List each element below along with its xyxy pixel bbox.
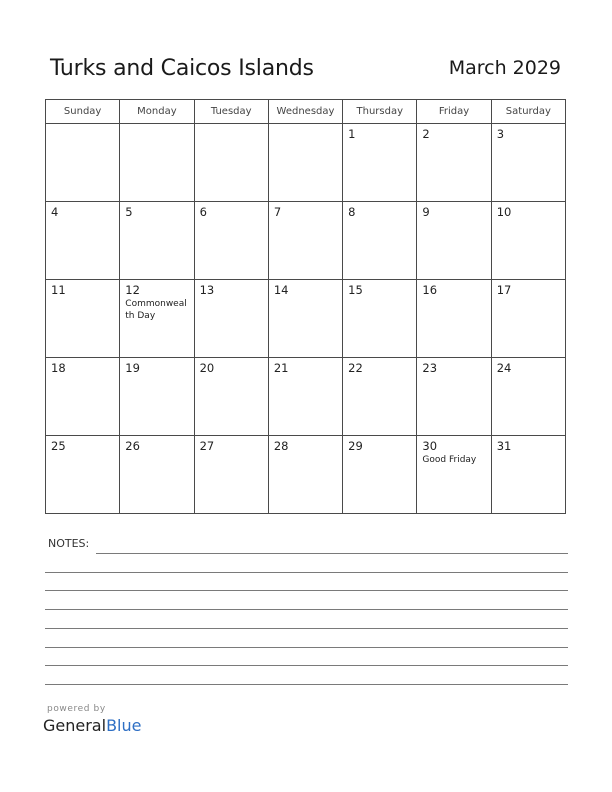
day-number: 22 xyxy=(348,361,363,375)
day-cell xyxy=(343,358,417,436)
day-number: 26 xyxy=(125,439,140,453)
day-cell xyxy=(268,202,342,280)
day-cell xyxy=(194,202,268,280)
day-number: 10 xyxy=(496,205,512,219)
day-number: 17 xyxy=(496,283,512,297)
weekday-header: Saturday xyxy=(491,100,565,124)
day-number: 24 xyxy=(496,361,512,375)
day-cell xyxy=(417,358,491,436)
note-line xyxy=(45,628,568,629)
day-cell xyxy=(194,124,268,202)
day-number: 14 xyxy=(273,283,289,297)
weekday-header: Friday xyxy=(417,100,491,124)
calendar-grid xyxy=(45,99,566,514)
holiday-label: Good Friday xyxy=(422,455,477,465)
note-line xyxy=(45,572,568,573)
day-cell xyxy=(417,280,491,358)
day-cell xyxy=(491,202,565,280)
day-cell xyxy=(194,436,268,514)
day-cell xyxy=(120,202,194,280)
day-number: 2 xyxy=(422,127,430,141)
day-number: 21 xyxy=(273,361,289,375)
week-row xyxy=(46,124,566,202)
day-cell xyxy=(491,358,565,436)
notes-label: NOTES: xyxy=(48,537,90,550)
day-cell xyxy=(343,202,417,280)
day-cell xyxy=(268,358,342,436)
week-row xyxy=(46,436,566,514)
day-number: 29 xyxy=(348,439,363,453)
day-cell xyxy=(46,436,120,514)
day-cell xyxy=(417,124,491,202)
day-cell xyxy=(268,124,342,202)
weekday-header: Monday xyxy=(120,100,194,124)
note-line xyxy=(96,553,568,554)
weekday-header-row xyxy=(46,100,566,124)
day-number: 27 xyxy=(199,439,215,453)
weekday-header: Tuesday xyxy=(194,100,268,124)
day-number: 1 xyxy=(348,127,356,141)
week-row xyxy=(46,280,566,358)
month-year-title: March 2029 xyxy=(448,57,561,79)
day-number: 16 xyxy=(422,283,438,297)
day-cell xyxy=(46,358,120,436)
day-cell xyxy=(491,436,565,514)
day-cell xyxy=(194,280,268,358)
brand-logo xyxy=(43,716,141,735)
day-cell xyxy=(120,124,194,202)
day-number: 23 xyxy=(422,361,438,375)
note-line xyxy=(45,665,568,666)
day-cell xyxy=(194,358,268,436)
day-number: 9 xyxy=(422,205,430,219)
day-number: 8 xyxy=(348,205,356,219)
day-cell xyxy=(46,280,120,358)
day-number: 19 xyxy=(125,361,140,375)
day-number: 13 xyxy=(199,283,215,297)
brand-name-part2: Blue xyxy=(106,716,142,735)
note-line xyxy=(45,609,568,610)
brand-name-part1: General xyxy=(43,716,107,735)
note-line xyxy=(45,590,568,591)
day-cell xyxy=(120,280,194,358)
day-number: 28 xyxy=(273,439,289,453)
day-cell xyxy=(417,202,491,280)
day-number: 11 xyxy=(51,283,66,297)
note-line xyxy=(45,647,568,648)
powered-by-text: powered by xyxy=(47,704,106,714)
holiday-label: Commonwealth Day xyxy=(125,299,187,321)
day-number: 12 xyxy=(125,283,140,297)
day-number: 25 xyxy=(51,439,66,453)
day-cell xyxy=(268,280,342,358)
day-cell xyxy=(491,280,565,358)
weekday-header: Thursday xyxy=(343,100,417,124)
day-number: 6 xyxy=(199,205,207,219)
day-number: 18 xyxy=(51,361,66,375)
day-number: 30 xyxy=(422,439,438,453)
day-number: 4 xyxy=(51,205,59,219)
day-cell xyxy=(491,124,565,202)
day-number: 20 xyxy=(199,361,215,375)
day-cell xyxy=(46,202,120,280)
note-line xyxy=(45,684,568,685)
weekday-header: Wednesday xyxy=(268,100,342,124)
day-number: 5 xyxy=(125,205,133,219)
day-number: 3 xyxy=(496,127,505,141)
week-row xyxy=(46,202,566,280)
day-cell xyxy=(120,358,194,436)
day-cell xyxy=(343,436,417,514)
day-number: 7 xyxy=(273,205,282,219)
day-cell xyxy=(417,436,491,514)
day-cell xyxy=(46,124,120,202)
day-number: 31 xyxy=(496,439,512,453)
day-cell xyxy=(120,436,194,514)
weekday-header: Sunday xyxy=(46,100,120,124)
country-title: Turks and Caicos Islands xyxy=(50,56,314,81)
day-cell xyxy=(343,124,417,202)
day-number: 15 xyxy=(348,283,363,297)
day-cell xyxy=(268,436,342,514)
day-cell xyxy=(343,280,417,358)
week-row xyxy=(46,358,566,436)
